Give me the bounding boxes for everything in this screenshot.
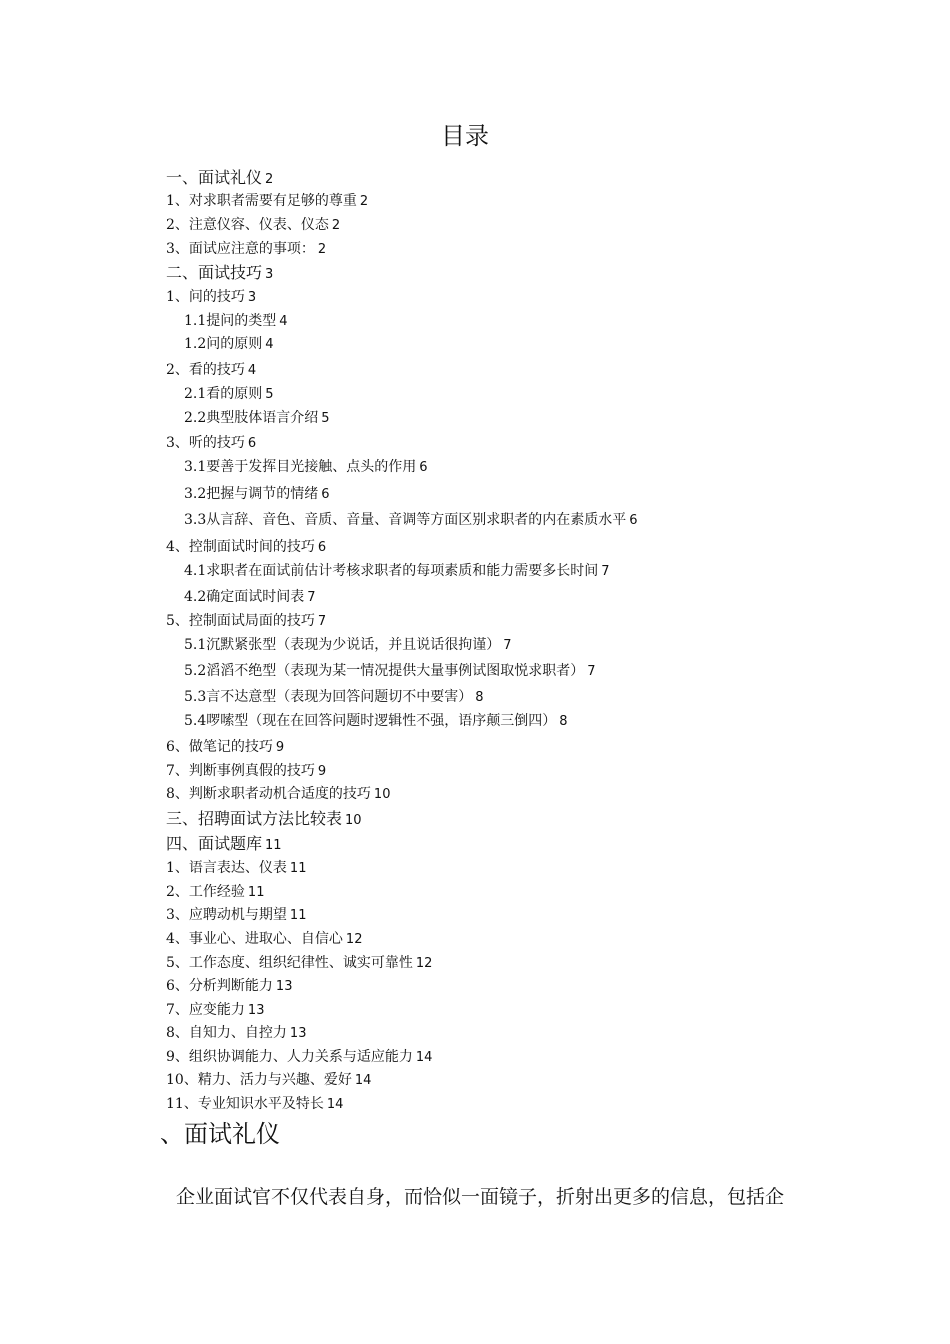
body-paragraph: 企业面试官不仅代表自身，而恰似一面镜子，折射出更多的信息，包括企 (176, 1186, 785, 1208)
toc-entry[interactable] (166, 239, 326, 260)
toc-entry[interactable] (184, 711, 568, 732)
toc-page-number: 13 (275, 979, 293, 994)
toc-entry-text: 5.3言不达意型（表现为回答问题切不中要害） (184, 689, 473, 705)
toc-entry[interactable] (166, 360, 256, 381)
toc-entry-text: 6、分析判断能力 (166, 978, 273, 994)
toc-entry-text: 3.2把握与调节的情绪 (184, 486, 319, 502)
toc-page-number: 11 (247, 885, 265, 900)
toc-page-number: 11 (289, 861, 307, 876)
toc-entry[interactable] (184, 661, 596, 682)
toc-page-number: 7 (587, 664, 596, 679)
toc-entry-text: 3.3从言辞、音色、音质、音量、音调等方面区别求职者的内在素质水平 (184, 512, 627, 528)
toc-entry[interactable] (184, 510, 638, 531)
toc-entry[interactable] (166, 905, 306, 926)
toc-entry[interactable] (166, 976, 292, 997)
toc-page-number: 8 (475, 690, 484, 705)
toc-page-number: 4 (279, 314, 288, 329)
toc-entry[interactable] (166, 858, 306, 879)
section-heading: 、面试礼仪 (160, 1120, 280, 1148)
toc-entry-text: 8、自知力、自控力 (166, 1025, 287, 1041)
toc-entry-text: 3、应聘动机与期望 (166, 907, 287, 923)
toc-entry-text: 1、对求职者需要有足够的尊重 (166, 193, 357, 209)
toc-entry-text: 三、招聘面试方法比较表 (166, 809, 343, 828)
toc-entry-text: 4、控制面试时间的技巧 (166, 539, 315, 555)
toc-page-number: 13 (247, 1003, 265, 1018)
toc-entry[interactable] (166, 929, 362, 950)
toc-page-number: 5 (265, 387, 274, 402)
toc-entry[interactable] (166, 263, 273, 285)
toc-entry-text: 2、工作经验 (166, 884, 245, 900)
toc-entry[interactable] (166, 761, 326, 782)
toc-entry-text: 2.1看的原则 (184, 386, 263, 402)
toc-page-number: 7 (317, 614, 327, 629)
toc-page-number: 7 (503, 638, 512, 653)
toc-entry[interactable] (184, 457, 428, 478)
toc-entry[interactable] (166, 215, 340, 236)
toc-entry[interactable] (184, 311, 288, 332)
toc-entry[interactable] (166, 611, 326, 632)
toc-entry[interactable] (166, 1023, 306, 1044)
toc-page-number: 9 (275, 740, 285, 755)
toc-entry[interactable] (166, 1094, 343, 1115)
toc-entry-text: 二、面试技巧 (166, 263, 263, 282)
toc-page-number: 2 (359, 194, 369, 209)
toc-page-number: 6 (317, 540, 327, 555)
toc-entry-text: 7、判断事例真假的技巧 (166, 763, 315, 779)
toc-entry-text: 1、语言表达、仪表 (166, 860, 287, 876)
toc-entry[interactable] (166, 737, 284, 758)
toc-page-number: 11 (265, 838, 282, 853)
toc-page-number: 4 (247, 363, 257, 378)
toc-entry[interactable] (184, 484, 330, 505)
toc-page-number: 10 (373, 787, 391, 802)
toc-entry[interactable] (166, 537, 326, 558)
toc-page-number: 12 (415, 956, 433, 971)
toc-entry-text: 5、控制面试局面的技巧 (166, 613, 315, 629)
toc-entry-text: 9、组织协调能力、人力关系与适应能力 (166, 1049, 413, 1065)
toc-entry[interactable] (184, 561, 610, 582)
toc-page-number: 10 (345, 813, 362, 828)
toc-page-number: 2 (317, 242, 327, 257)
toc-entry-text: 5、工作态度、组织纪律性、诚实可靠性 (166, 955, 413, 971)
toc-entry[interactable] (166, 784, 390, 805)
toc-entry-text: 8、判断求职者动机合适度的技巧 (166, 786, 371, 802)
toc-entry[interactable] (166, 953, 432, 974)
toc-entry-text: 6、做笔记的技巧 (166, 739, 273, 755)
toc-entry-text: 5.2滔滔不绝型（表现为某一情况提供大量事例试图取悦求职者） (184, 663, 585, 679)
toc-page-number: 9 (317, 764, 327, 779)
toc-entry[interactable] (166, 1000, 264, 1021)
toc-entry[interactable] (184, 587, 316, 608)
toc-entry-text: 4.2确定面试时间表 (184, 589, 305, 605)
toc-entry-text: 1.2问的原则 (184, 336, 263, 352)
toc-entry[interactable] (184, 635, 512, 656)
toc-entry-text: 四、面试题库 (166, 834, 263, 853)
toc-entry-text: 10、精力、活力与兴趣、爱好 (166, 1072, 352, 1088)
toc-entry[interactable] (166, 433, 256, 454)
toc-entry[interactable] (166, 882, 264, 903)
toc-entry[interactable] (166, 1047, 432, 1068)
toc-entry-text: 5.1沉默紧张型（表现为少说话，并且说话很拘谨） (184, 637, 501, 653)
toc-page-number: 7 (307, 590, 316, 605)
toc-entry[interactable] (166, 287, 256, 308)
toc-entry[interactable] (184, 687, 484, 708)
toc-page-number: 6 (419, 460, 428, 475)
toc-page-number: 6 (321, 487, 330, 502)
toc-entry[interactable] (166, 191, 368, 212)
toc-page-number: 14 (415, 1050, 433, 1065)
toc-entry-text: 3、面试应注意的事项： (166, 241, 315, 257)
toc-title: 目录 (441, 122, 489, 150)
toc-entry-text: 11、专业知识水平及特长 (166, 1096, 324, 1112)
toc-entry-text: 2、看的技巧 (166, 362, 245, 378)
toc-page-number: 11 (289, 908, 307, 923)
toc-entry-text: 4、事业心、进取心、自信心 (166, 931, 343, 947)
toc-entry-text: 3、听的技巧 (166, 435, 245, 451)
toc-page-number: 13 (289, 1026, 307, 1041)
toc-page-number: 6 (247, 436, 257, 451)
toc-page-number: 3 (265, 267, 274, 282)
toc-page-number: 4 (265, 337, 274, 352)
toc-entry[interactable] (166, 834, 282, 856)
toc-page-number: 6 (629, 513, 638, 528)
toc-page-number: 14 (354, 1073, 372, 1088)
toc-entry[interactable] (184, 334, 274, 355)
toc-entry-text: 一、面试礼仪 (166, 168, 263, 187)
toc-entry-text: 7、应变能力 (166, 1002, 245, 1018)
toc-entry-text: 1、问的技巧 (166, 289, 245, 305)
toc-page-number: 2 (331, 218, 341, 233)
toc-page-number: 3 (247, 290, 257, 305)
toc-entry[interactable] (166, 168, 273, 190)
toc-entry-text: 5.4啰嗦型（现在在回答问题时逻辑性不强，语序颠三倒四） (184, 713, 557, 729)
toc-entry-text: 1.1提问的类型 (184, 313, 277, 329)
toc-page-number: 2 (265, 172, 274, 187)
toc-page-number: 7 (601, 564, 610, 579)
toc-page-number: 12 (345, 932, 363, 947)
toc-page-number: 14 (326, 1097, 344, 1112)
toc-entry[interactable] (184, 384, 274, 405)
toc-entry[interactable] (184, 408, 330, 429)
toc-entry[interactable] (166, 1070, 371, 1091)
toc-page-number: 5 (321, 411, 330, 426)
toc-entry-text: 4.1求职者在面试前估计考核求职者的每项素质和能力需要多长时间 (184, 563, 599, 579)
toc-page-number: 8 (559, 714, 568, 729)
toc-entry-text: 2、注意仪容、仪表、仪态 (166, 217, 329, 233)
toc-entry-text: 3.1要善于发挥目光接触、点头的作用 (184, 459, 417, 475)
toc-entry[interactable] (166, 809, 362, 831)
toc-entry-text: 2.2典型肢体语言介绍 (184, 410, 319, 426)
